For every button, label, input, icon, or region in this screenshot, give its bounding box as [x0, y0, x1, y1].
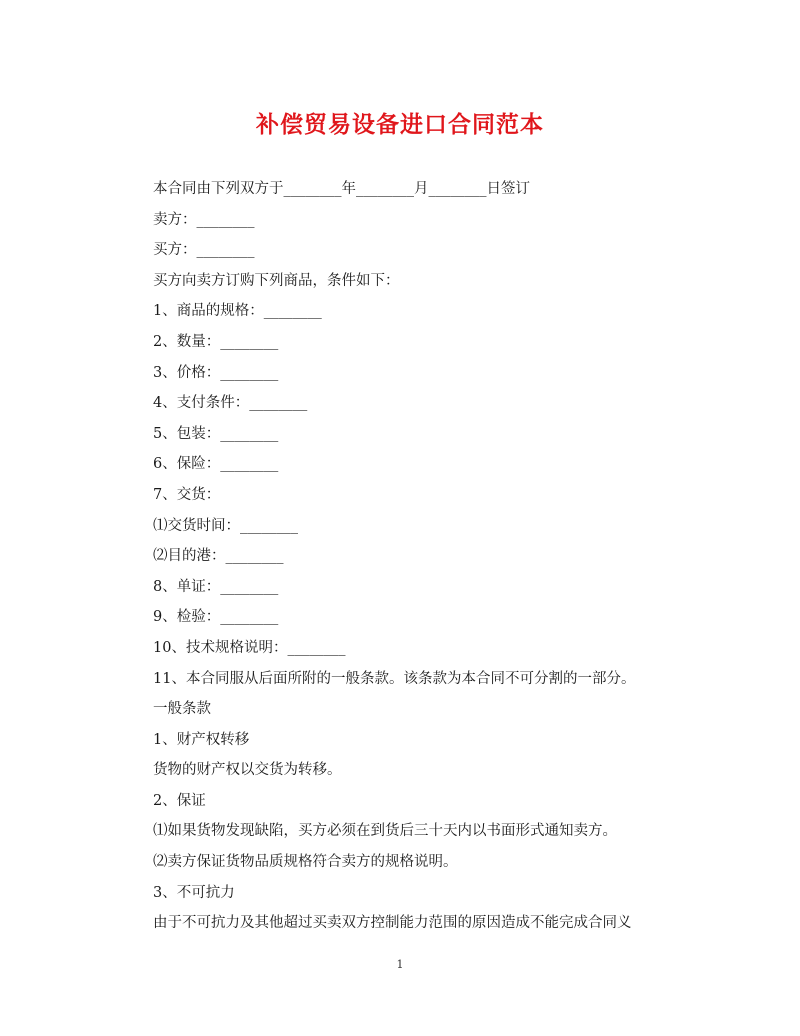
contract-line: 1、财产权转移 [153, 731, 250, 748]
contract-line: 5、包装：________ [153, 425, 279, 442]
contract-line: ⑵卖方保证货物品质规格符合卖方的规格说明。 [153, 854, 458, 871]
contract-line: 6、保险：________ [153, 456, 279, 473]
contract-line: 买方向卖方订购下列商品，条件如下： [153, 272, 400, 289]
contract-body [153, 174, 693, 939]
contract-line: 2、数量：________ [153, 333, 279, 350]
contract-line: 8、单证：________ [153, 578, 279, 595]
contract-line: ⑵目的港：________ [153, 548, 284, 565]
contract-line: 卖方：________ [153, 211, 255, 228]
page-number: 1 [396, 958, 404, 971]
contract-line: 3、价格：________ [153, 364, 279, 381]
contract-line: 货物的财产权以交货为转移。 [153, 762, 342, 779]
contract-line: ⑴如果货物发现缺陷，买方必须在到货后三十天内以书面形式通知卖方。 [153, 823, 617, 840]
contract-line: 9、检验：________ [153, 609, 279, 626]
contract-line: 3、不可抗力 [153, 884, 235, 901]
contract-line: 4、支付条件：________ [153, 395, 308, 412]
general-terms-heading: 一般条款 [153, 701, 211, 718]
contract-line: ⑴交货时间：________ [153, 517, 298, 534]
contract-line: 本合同由下列双方于________年________月________日签订 [153, 181, 530, 197]
contract-line: 11、本合同服从后面所附的一般条款。该条款为本合同不可分割的一部分。 [153, 670, 636, 687]
document-title: 补偿贸易设备进口合同范本 [256, 111, 544, 138]
contract-line: 2、保证 [153, 792, 206, 809]
contract-line: 买方：________ [153, 242, 255, 259]
contract-line: 7、交货： [153, 486, 221, 503]
contract-line: 10、技术规格说明：________ [153, 639, 346, 656]
contract-line: 由于不可抗力及其他超过买卖双方控制能力范围的原因造成不能完成合同义 [153, 915, 632, 932]
contract-line: 1、商品的规格：________ [153, 303, 322, 320]
